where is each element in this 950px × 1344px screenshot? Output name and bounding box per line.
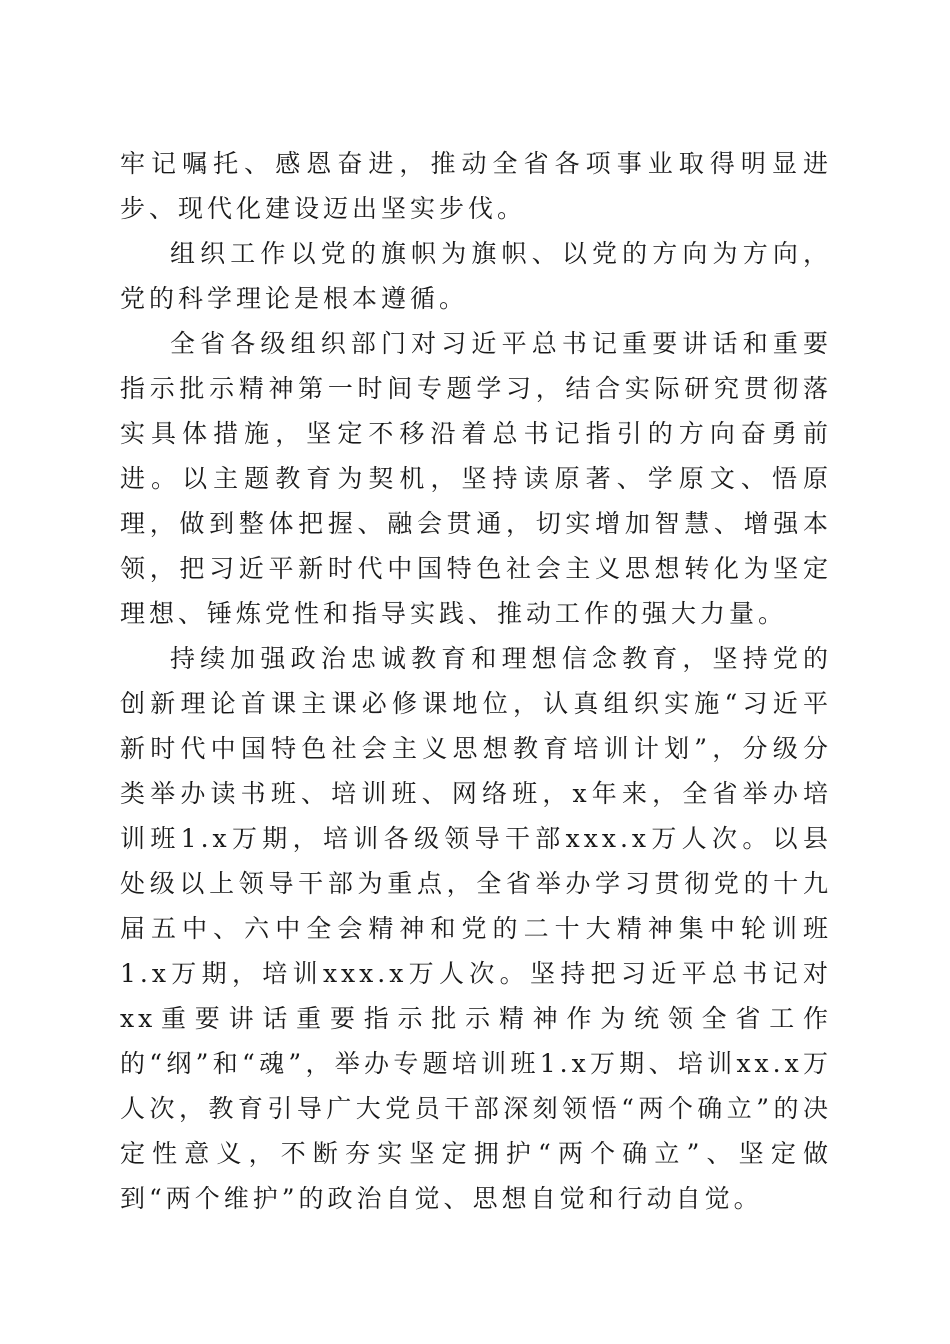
paragraph: 全省各级组织部门对习近平总书记重要讲话和重要指示批示精神第一时间专题学习，结合实际研究贯彻落实具体措施，坚定不移沿着总书记指引的方向奋勇前进。以主题教育为契机，坚持读原著、学原文、悟原理，做到整体把握、融会贯通，切实增加智慧、增强本领，把习近平新时代中国特色社会主义思想转化为坚定理想、锤炼党性和指导实践、推动工作的强大力量。 [120, 329, 832, 628]
paragraph-continuation: 牢记嘱托、感恩奋进，推动全省各项事业取得明显进步、现代化建设迈出坚实步伐。 [120, 149, 832, 223]
paragraph: 组织工作以党的旗帜为旗帜、以党的方向为方向，党的科学理论是根本遵循。 [120, 239, 832, 313]
document-body [120, 141, 832, 1221]
paragraph: 持续加强政治忠诚教育和理想信念教育，坚持党的创新理论首课主课必修课地位，认真组织实施“习近平新时代中国特色社会主义思想教育培训计划”，分级分类举办读书班、培训班、网络班，x年来，全省举办培训班1.x万期，培训各级领导干部xxx.x万人次。以县处级以上领导干部为重点，全省举办学习贯彻党的十九届五中、六中全会精神和党的二十大精神集中轮训班1.x万期，培训xxx.x万人次。坚持把习近平总书记对xx重要讲话重要指示批示精神作为统领全省工作的“纲”和“魂”，举办专题培训班1.x万期、培训xx.x万人次，教育引导广大党员干部深刻领悟“两个确立”的决定性意义，不断夯实坚定拥护“两个确立”、坚定做到“两个维护”的政治自觉、思想自觉和行动自觉。 [120, 644, 832, 1213]
